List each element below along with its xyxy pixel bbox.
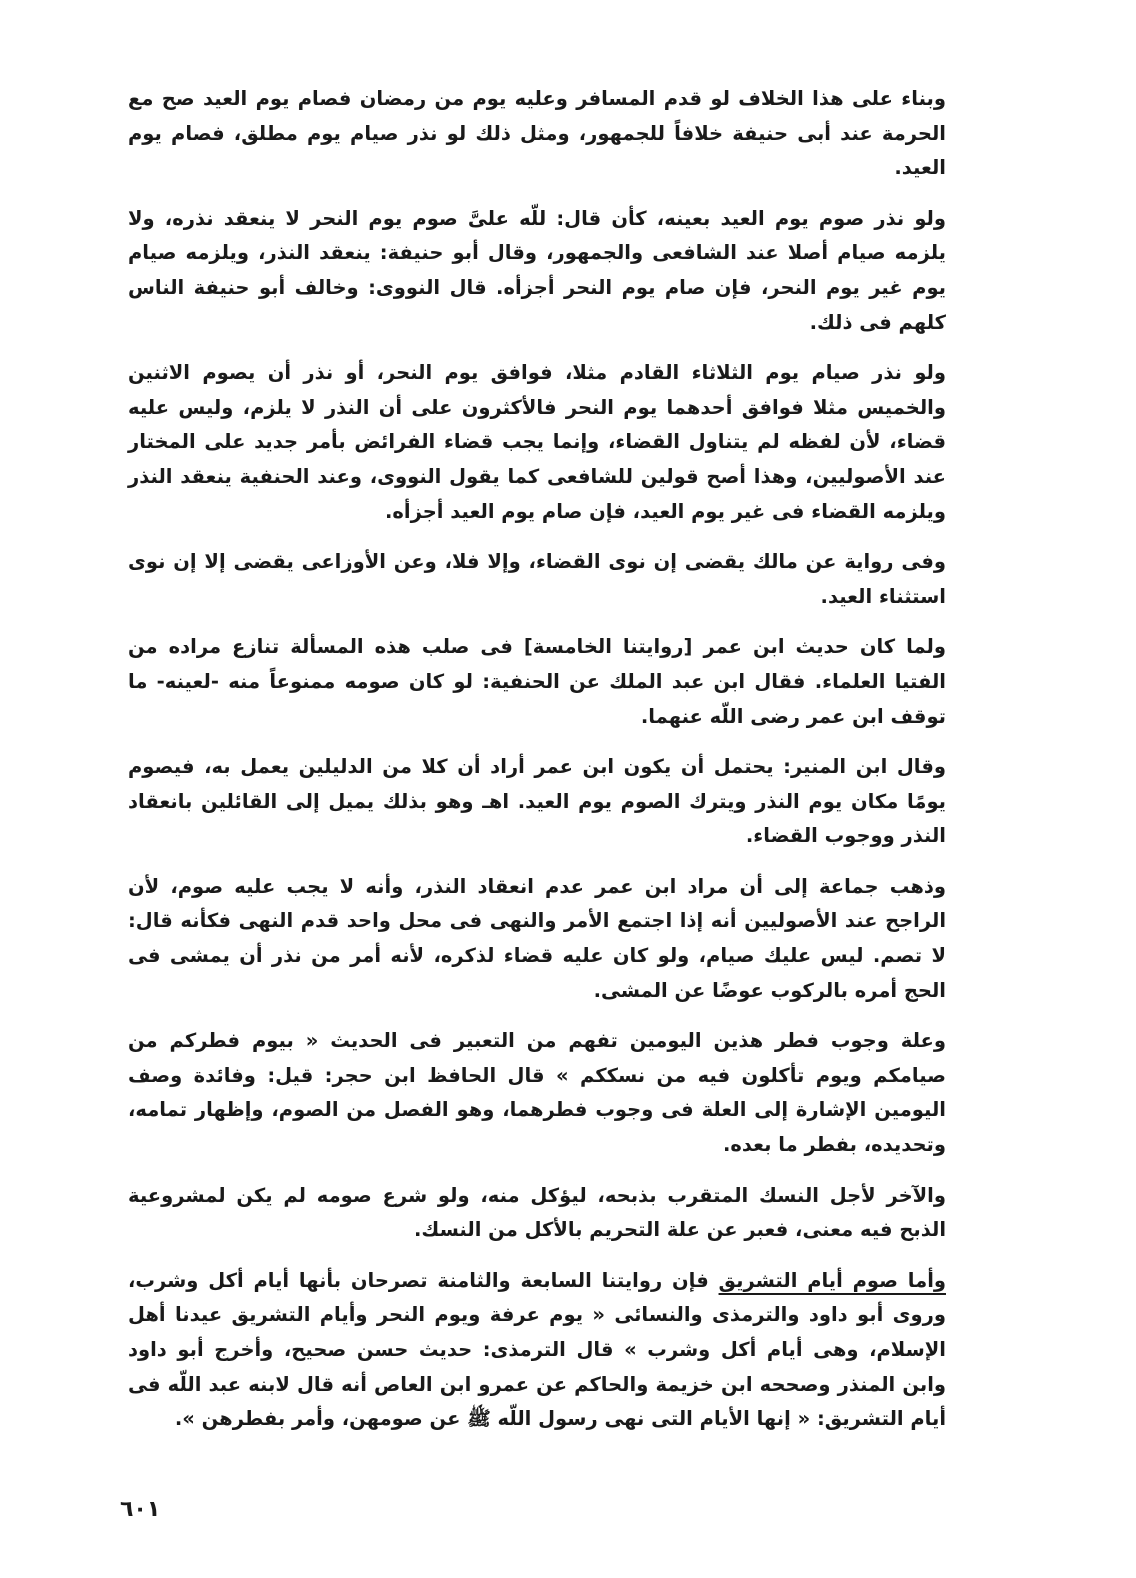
paragraph-text: وعلة وجوب فطر هذين اليومين تفهم من التعبير فى الحديث « بيوم فطركم من صيامكم ويوم تأكلون فيه من نسككم » قال الحافظ ابن حجر: قيل: وفائدة وصف اليومين الإشارة إلى العلة فى وجوب فطرهما، وهو الفصل من الصوم، وإظهار تمامه، وتحديده، بفطر ما بعده.: [128, 1029, 946, 1157]
paragraph-3: [128, 356, 946, 529]
paragraph-2: [128, 202, 946, 340]
paragraph-text: ولو نذر صيام يوم الثلاثاء القادم مثلا، فوافق يوم النحر، أو نذر أن يصوم الاثنين والخميس مثلا فوافق أحدهما يوم النحر فالأكثرون على أن النذر لا يلزم، وليس عليه قضاء، لأن لفظه لم يتناول القضاء، وإنما يجب قضاء الفرائض بأمر جديد على المختار عند الأصوليين، وهذا أصح قولين للشافعى كما يقول النووى، وعند الحنفية ينعقد النذر ويلزمه القضاء فى غير يوم العيد، فإن صام يوم العيد أجزأه.: [128, 361, 946, 523]
paragraph-text: وبناء على هذا الخلاف لو قدم المسافر وعليه يوم من رمضان فصام يوم العيد صح مع الحرمة عند أبى حنيفة خلافاً للجمهور، ومثل ذلك لو نذر صيام يوم مطلق، فصام يوم العيد.: [128, 87, 946, 180]
paragraph-6: [128, 750, 946, 854]
page-number: ٦٠١: [120, 1497, 161, 1522]
paragraph-text: وذهب جماعة إلى أن مراد ابن عمر عدم انعقاد النذر، وأنه لا يجب عليه صوم، لأن الراجح عند الأصوليين أنه إذا اجتمع الأمر والنهى فى محل واحد قدم النهى فكأنه قال: لا تصم. ليس عليك صيام، ولو كان عليه قضاء لذكره، لأنه أمر من نذر أن يمشى فى الحج أمره بالركوب عوضًا عن المشى.: [128, 874, 946, 1002]
paragraph-text: وفى رواية عن مالك يقضى إن نوى القضاء، وإلا فلا، وعن الأوزاعى يقضى إلا إن نوى استثناء العيد.: [128, 550, 946, 608]
paragraph-7: [128, 870, 946, 1008]
paragraph-text: فإن روايتنا السابعة والثامنة تصرحان بأنها أيام أكل وشرب، وروى أبو داود والترمذى والنسائى « يوم عرفة ويوم النحر وأيام التشريق عيدنا أهل الإسلام، وهى أيام أكل وشرب » قال الترمذى: حديث حسن صحيح، وأخرج أبو داود وابن المنذر وصححه ابن خزيمة والحاكم عن عمرو ابن العاص أنه قال لابنه عبد اللّه فى أيام التشريق: « إنها الأيام التى نهى رسول اللّه ﷺ عن صومهن، وأمر بفطرهن ».: [128, 1268, 946, 1431]
paragraph-text: ولو نذر صوم يوم العيد بعينه، كأن قال: للّه علىَّ صوم يوم النحر لا ينعقد نذره، ولا يلزمه صيام أصلا عند الشافعى والجمهور، وقال أبو حنيفة: ينعقد النذر، ويلزمه صيام يوم غير يوم النحر، فإن صام يوم النحر أجزأه. قال النووى: وخالف أبو حنيفة الناس كلهم فى ذلك.: [128, 206, 946, 334]
paragraph-5: [128, 630, 946, 734]
paragraph-9: [128, 1179, 946, 1248]
paragraph-text: والآخر لأجل النسك المتقرب بذبحه، ليؤكل منه، ولو شرع صومه لم يكن لمشروعية الذبح فيه معنى، فعبر عن علة التحريم بالأكل من النسك.: [128, 1183, 946, 1242]
paragraph-1: [128, 82, 946, 186]
paragraph-10: [128, 1264, 946, 1437]
paragraph-text: وقال ابن المنير: يحتمل أن يكون ابن عمر أراد أن كلا من الدليلين يعمل به، فيصوم يومًا مكان يوم النذر ويترك الصوم يوم العيد. اهـ وهو بذلك يميل إلى القائلين بانعقاد النذر ووجوب القضاء.: [128, 755, 946, 848]
paragraph-4: [128, 545, 946, 614]
section-lead-underlined: وأما صوم أيام التشريق: [718, 1268, 946, 1292]
paragraph-text: ولما كان حديث ابن عمر [روايتنا الخامسة] فى صلب هذه المسألة تنازع مراده من الفتيا العلماء. فقال ابن عبد الملك عن الحنفية: لو كان صومه ممنوعاً منه -لعينه- ما توقف ابن عمر رضى اللّه عنهما.: [128, 635, 946, 728]
paragraph-8: [128, 1024, 946, 1162]
body-text: [128, 82, 946, 1437]
